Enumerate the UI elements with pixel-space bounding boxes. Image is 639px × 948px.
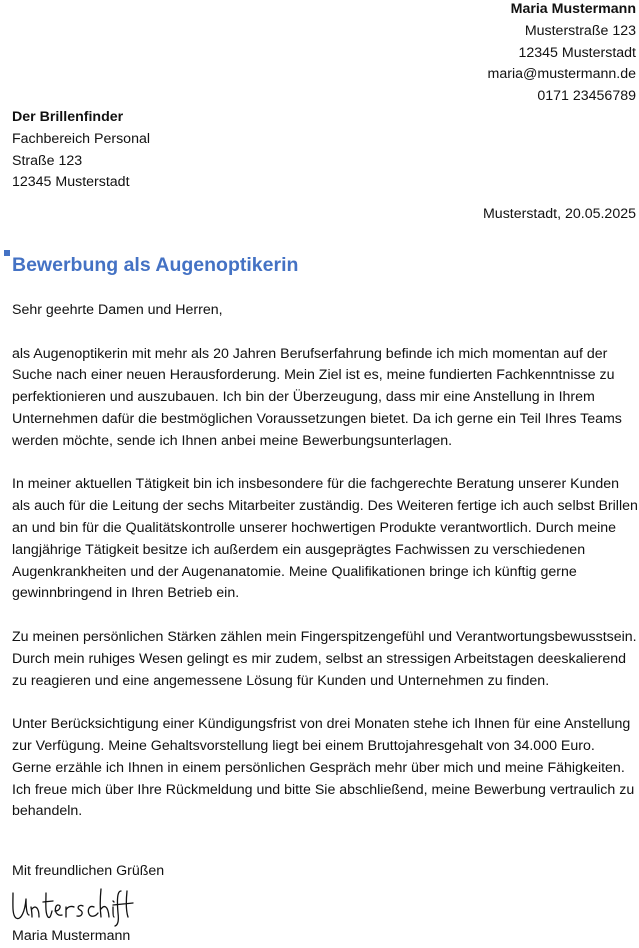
sender-address-block (488, 0, 636, 108)
greeting: Sehr geehrte Damen und Herren, (12, 302, 223, 318)
body-paragraph: als Augenoptikerin mit mehr als 20 Jahren Berufserfahrung befinde ich mich momentan auf der Suche nach einer neuen Herausforderung. Mein Ziel ist es, meine fundierten Fachkenntnisse zu perfektionieren und auszubauen. Ich bin der Überzeugung, dass mir eine Anstellung in Ihrem Unternehmen dafür die bestmöglichen Voraussetzungen bietet. Da ich gerne ein Teil Ihres Teams werden möchte, sende ich Ihnen anbei meine Bewerbungsunterlagen. (12, 345, 622, 449)
subject-heading: Bewerbung als Augenoptikerin (12, 254, 299, 276)
signer-name: Maria Mustermann (12, 928, 131, 944)
sender-street: Musterstraße 123 (524, 22, 636, 39)
sender-name: Maria Mustermann (510, 1, 636, 17)
handwritten-signature (10, 885, 135, 927)
letter-body (12, 300, 638, 845)
recipient-city: 12345 Musterstadt (12, 174, 130, 191)
body-paragraph: In meiner aktuellen Tätigkeit bin ich insbesondere für die fachgerechte Beratung unserer Kunden als auch für die Leitung der sechs Mitarbeiter zuständig. Des Weiteren fertige ich auch selbst Brillen an und bin für die Qualitätskontrolle unserer hochwertigen Produkte verantwortlich. Durch meine langjährige Tätigkeit besitze ich außerdem ein ausgeprägtes Fachwissen zu verschiedenen Augenkrankheiten und der Augenanatomie. Meine Qualifikationen bringe ich künftig gerne gewinnbringend in Ihren Betrieb ein. (12, 476, 638, 602)
sender-city: 12345 Musterstadt (518, 44, 636, 61)
recipient-department: Fachbereich Personal (12, 130, 151, 147)
body-paragraph: Unter Berücksichtigung einer Kündigungsfrist von drei Monaten stehe ich Ihnen für eine Anstellung zur Verfügung. Meine Gehaltsvorstellung liegt bei einem Bruttojahresgehalt von 34.000 Euro. Gerne erzähle ich Ihnen in einem persönlichen Gespräch mehr über mich und meine Fähigkeiten. Ich freue mich über Ihre Rückmeldung und bitte Sie abschließend, meine Bewerbung vertraulich zu behandeln. (12, 716, 635, 820)
sender-email: maria@mustermann.de (487, 66, 636, 83)
recipient-address-block (12, 107, 150, 194)
sender-phone: 0171 23456789 (537, 88, 636, 105)
subject-accent-mark (4, 250, 10, 256)
recipient-street: Straße 123 (12, 152, 83, 169)
date-line: Musterstadt, 20.05.2025 (482, 206, 636, 222)
closing: Mit freundlichen Grüßen (12, 863, 165, 879)
recipient-company: Der Brillenfinder (12, 109, 124, 125)
body-paragraph: Zu meinen persönlichen Stärken zählen mein Fingerspitzengefühl und Verantwortungsbewusstsein. Durch mein ruhiges Wesen gelingt es mir zudem, selbst an stressigen Arbeitstagen deeskalierend zu reagieren und eine angemessene Lösung für Kunden und Unternehmen zu finden. (12, 628, 637, 689)
